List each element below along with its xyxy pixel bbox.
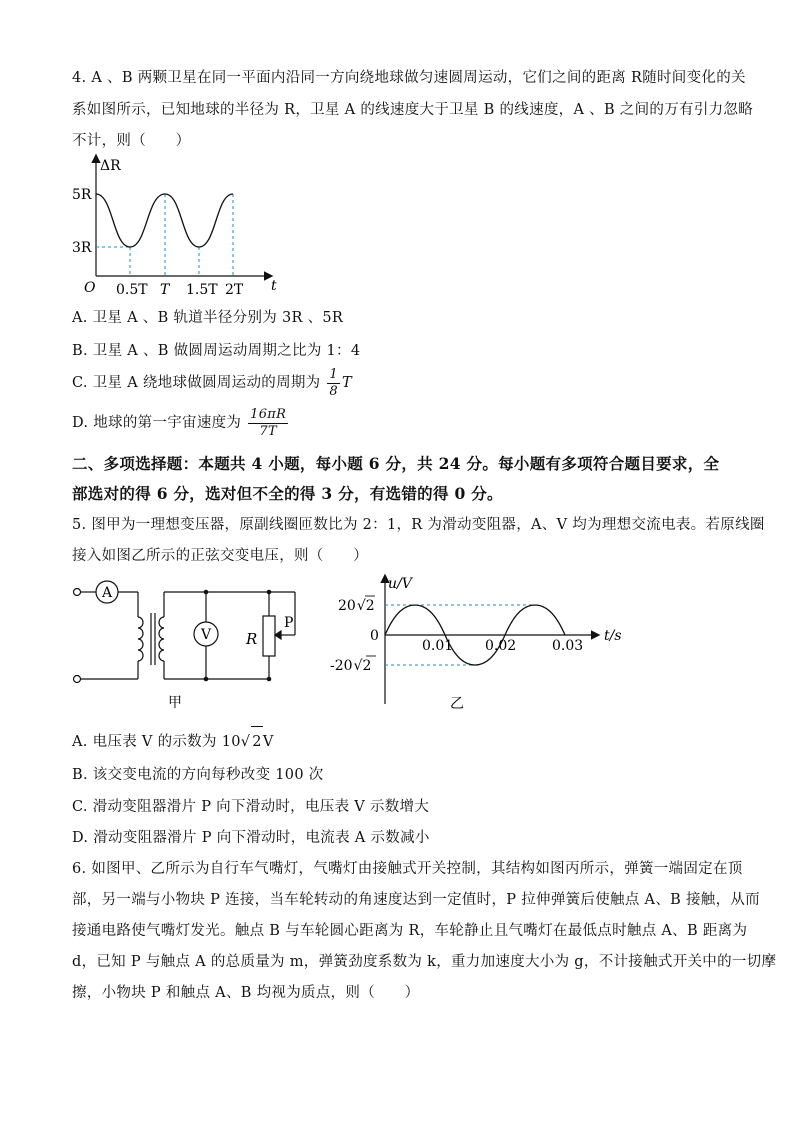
q6-line3: 接通电路使气嘴灯发光。触点 B 与车轮圆心距离为 R，车轮静止且气嘴灯在最低点时触点 A、B 距离为 (72, 923, 748, 939)
ammeter-label: A (102, 585, 113, 601)
q5-voltage-graph (330, 570, 630, 720)
q5-x-tick-0-02: 0.02 (485, 638, 517, 654)
q5-x-axis-label: t/s (604, 628, 622, 644)
resistor-label: R (246, 630, 258, 648)
q5-option-a-prefix: A. 电压表 V 的示数为 10 (72, 734, 241, 750)
q4-y-axis-label: ΔR (100, 158, 121, 174)
q6-line2: 部，另一端与小物块 P 连接，当车轮转动的角速度达到一定值时，P 拉伸弹簧后使触点 A、B 接触，从而 (72, 892, 760, 908)
q4-option-c-numerator: 1 (329, 366, 338, 382)
q5-y-tick-bottom-radical: 2 (362, 658, 372, 674)
q5-y-tick-bottom-prefix: -20 (330, 658, 353, 674)
q4-option-d-numerator: 16πR (250, 406, 287, 422)
resistor-symbol (263, 616, 275, 656)
q5-y-tick-top-radical: 2 (365, 598, 375, 614)
q4-stem-line2: 系如图所示，已知地球的半径为 R，卫星 A 的线速度大于卫星 B 的线速度，A 、B 之间的万有引力忽略 (72, 102, 754, 118)
q5-y-tick-top: 20√2 (338, 598, 375, 614)
q5-y-axis-label (388, 576, 414, 592)
q4-stem-line3: 不计，则（ ） (72, 133, 191, 149)
q5-x-tick-0-03: 0.03 (552, 638, 584, 654)
q5-x-tick-0-01: 0.01 (422, 638, 454, 654)
q4-origin-label: O (84, 280, 96, 296)
q5-y-tick-top-prefix: 20 (338, 598, 356, 614)
q4-x-axis-label: t (271, 278, 277, 294)
q4-option-c (72, 366, 352, 400)
q5-origin-label: 0 (370, 628, 379, 644)
q4-option-d-prefix: D. 地球的第一宇宙速度为 (72, 415, 242, 431)
circuit-caption: 甲 (168, 695, 182, 711)
q4-option-a: A. 卫星 A 、B 轨道半径分别为 3R 、5R (72, 310, 344, 326)
q4-x-tick-0-5t: 0.5T (116, 282, 148, 298)
q4-graph (66, 150, 286, 300)
q5-y-tick-bottom: -20√2 (330, 658, 372, 674)
q4-x-tick-2t: 2T (225, 282, 244, 298)
q5-option-a: A. 电压表 V 的示数为 10√ 2V (72, 726, 274, 757)
voltmeter-label: V (201, 627, 212, 643)
q4-option-d-fraction (248, 407, 288, 440)
section2-heading-line1: 二、多项选择题：本题共 4 小题，每小题 6 分，共 24 分。每小题有多项符合题目要求，全 (72, 454, 720, 473)
q5-option-a-radical: 2 (251, 726, 263, 757)
q4-y-tick-5r: 5R (72, 187, 92, 203)
slider-arrow (275, 631, 281, 639)
q5-option-a-suffix: V (262, 734, 274, 750)
q5-option-c: C. 滑动变阻器滑片 P 向下滑动时，电压表 V 示数增大 (72, 799, 430, 815)
circuit-junctions (204, 590, 272, 682)
primary-coil (138, 617, 143, 661)
q6-line4: d，已知 P 与触点 A 的总质量为 m，弹簧劲度系数为 k，重力加速度大小为 g，不计接触式开关中的一切摩 (72, 954, 777, 970)
q4-option-c-denominator: 8 (329, 383, 338, 399)
primary-terminal-bottom (74, 676, 81, 683)
graph-caption: 乙 (450, 696, 464, 712)
q4-option-c-prefix: C. 卫星 A 绕地球做圆周运动的周期为 (72, 375, 321, 391)
q4-option-b: B. 卫星 A 、B 做圆周运动周期之比为 1：4 (72, 343, 361, 359)
q6-line1: 6. 如图甲、乙所示为自行车气嘴灯，气嘴灯由接触式开关控制，其结构如图丙所示，弹簧一端固定在顶 (72, 861, 743, 877)
q4-option-c-suffix: T (341, 375, 352, 391)
q4-option-d (72, 406, 290, 440)
q4-x-tick-t: T (160, 282, 170, 298)
slider-label: P (284, 615, 294, 631)
q6-line5: 擦，小物块 P 和触点 A、B 均视为质点，则（ ） (72, 985, 420, 1001)
q5-stem-line2: 接入如图乙所示的正弦交变电压，则（ ） (72, 548, 368, 564)
q5-stem-line1: 5. 图甲为一理想变压器，原副线圈匝数比为 2：1，R 为滑动变阻器，A、V 均为理想交流电表。若原线圈 (72, 517, 765, 533)
q4-x-tick-1-5t: 1.5T (186, 282, 218, 298)
q4-option-c-fraction (327, 367, 340, 400)
primary-terminal-top (74, 589, 81, 596)
q4-stem-line1: 4. A 、B 两颗卫星在同一平面内沿同一方向绕地球做匀速圆周运动，它们之间的距离 R随时间变化的关 (72, 70, 746, 86)
secondary-coil (159, 617, 164, 661)
q5-circuit-diagram (66, 575, 316, 715)
q5-option-d: D. 滑动变阻器滑片 P 向下滑动时，电流表 A 示数减小 (72, 830, 430, 846)
q5-option-b: B. 该交变电流的方向每秒改变 100 次 (72, 767, 324, 783)
q4-guide-lines (96, 194, 233, 276)
q4-y-tick-3r: 3R (72, 240, 92, 256)
q4-option-d-denominator: 7T (259, 423, 277, 439)
section2-heading-line2: 部选对的得 6 分，选对但不全的得 3 分，有选错的得 0 分。 (72, 484, 503, 503)
q5-y-axis-label-text: u/V (388, 576, 412, 592)
